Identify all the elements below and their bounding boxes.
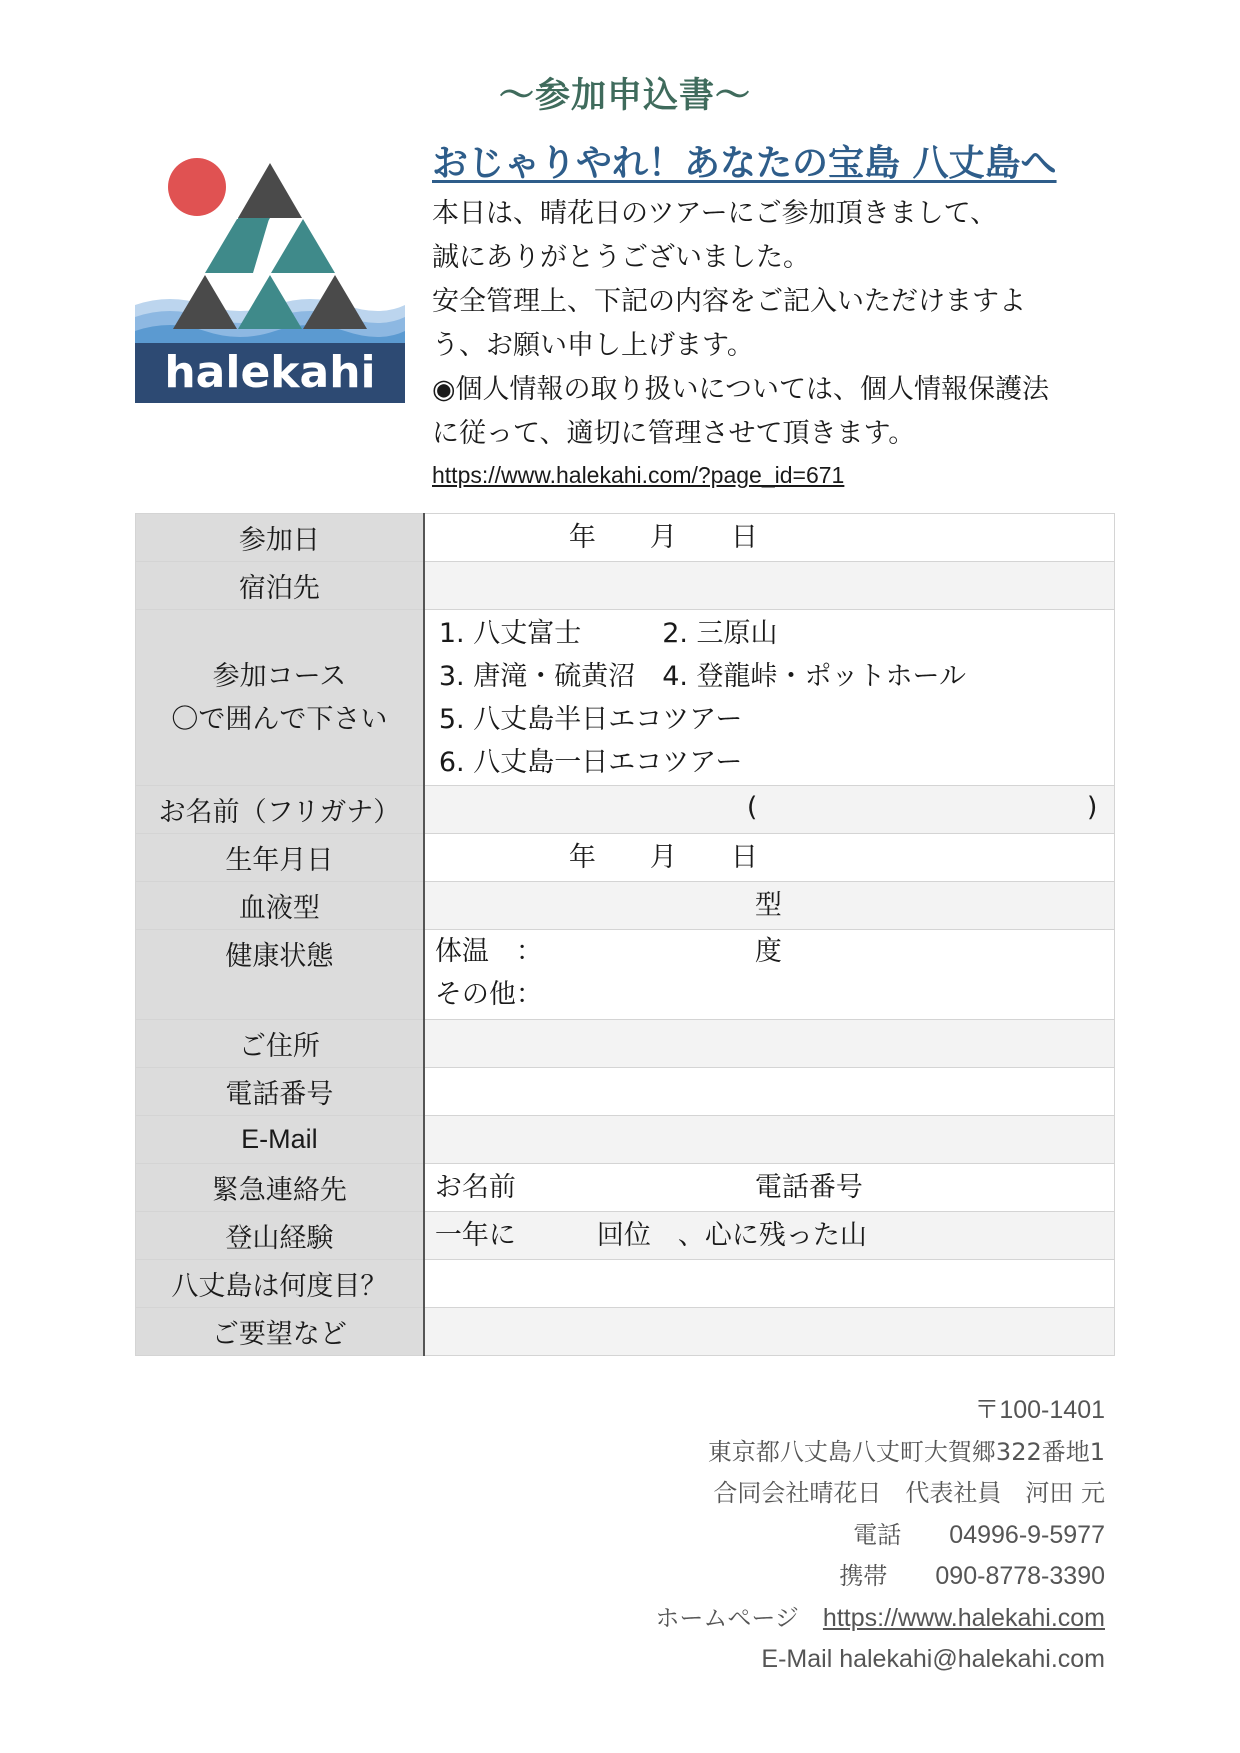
email-field[interactable] <box>424 1116 1115 1164</box>
health-label: 健康状態 <box>136 930 424 1020</box>
intro-line: 安全管理上、下記の内容をご記入いただけますよ <box>432 286 1026 317</box>
birthdate-field[interactable] <box>424 834 1115 882</box>
telephone-line <box>655 1515 1105 1557</box>
intro-line: 本日は、晴花日のツアーにご参加頂きまして、 <box>432 198 998 229</box>
contact-email: E-Mail halekahi@halekahi.com <box>761 1645 1105 1673</box>
halekahi-logo <box>135 155 405 403</box>
course-option[interactable]: 1. 八丈富士 2. 三原山 <box>438 617 778 649</box>
furigana-open-paren: ( <box>746 791 758 823</box>
course-options[interactable] <box>424 610 1115 786</box>
blood-type-suffix: 型 <box>754 890 782 921</box>
homepage-label: ホームページ <box>655 1603 799 1632</box>
birthdate-field-text: 年 月 日 <box>568 842 758 873</box>
mobile-label: 携帯 <box>839 1562 888 1590</box>
accommodation-field[interactable] <box>424 562 1115 610</box>
intro-line: 誠にありがとうございました。 <box>432 242 810 273</box>
mobile-number: 090-8778-3390 <box>935 1562 1105 1590</box>
postal-code: 〒100-1401 <box>974 1396 1105 1424</box>
accommodation-label: 宿泊先 <box>136 562 424 610</box>
course-option[interactable]: 5. 八丈島半日エコツアー <box>438 703 743 735</box>
email-label: E-Mail <box>136 1116 424 1164</box>
requests-label: ご要望など <box>136 1308 424 1356</box>
climbing-experience-text: 一年に 回位 、心に残った山 <box>434 1220 867 1251</box>
company-name: 合同会社晴花日 代表社員 河田 元 <box>713 1479 1105 1507</box>
address-field[interactable] <box>424 1020 1115 1068</box>
course-label <box>136 610 424 786</box>
company-contact-block <box>655 1390 1105 1681</box>
blood-type-label: 血液型 <box>136 882 424 930</box>
name-field[interactable] <box>424 786 1115 834</box>
intro-section <box>432 135 1132 489</box>
sun-icon <box>168 158 226 216</box>
birthdate-label: 生年月日 <box>136 834 424 882</box>
name-label: お名前（フリガナ） <box>136 786 424 834</box>
mobile-line <box>655 1556 1105 1598</box>
phone-field[interactable] <box>424 1068 1115 1116</box>
furigana-close-paren: ) <box>1086 791 1098 823</box>
visit-count-label: 八丈島は何度目？ <box>136 1260 424 1308</box>
health-other-label: その他： <box>434 979 543 1010</box>
date-label: 参加日 <box>136 514 424 562</box>
address-label: ご住所 <box>136 1020 424 1068</box>
temperature-label: 体温 ： <box>434 936 543 967</box>
intro-line: ◉個人情報の取り扱いについては、個人情報保護法 <box>432 374 1050 405</box>
course-option[interactable]: 6. 八丈島一日エコツアー <box>438 746 743 778</box>
emergency-name-label: お名前 <box>434 1172 516 1203</box>
course-option[interactable]: 3. 唐滝・硫黄沼 4. 登龍峠・ポットホール <box>438 660 967 692</box>
emergency-contact-field[interactable] <box>424 1164 1115 1212</box>
intro-line: に従って、適切に管理させて頂きます。 <box>432 418 916 449</box>
phone-label: 電話番号 <box>136 1068 424 1116</box>
course-label-title: 参加コース <box>212 660 347 692</box>
homepage-line <box>655 1598 1105 1640</box>
telephone-label: 電話 <box>853 1520 902 1549</box>
climbing-experience-label: 登山経験 <box>136 1212 424 1260</box>
course-label-instruction: 〇で囲んで下さい <box>171 703 388 735</box>
logo-wordmark: halekahi <box>164 347 376 398</box>
form-heading: 〜参加申込書〜 <box>498 76 751 116</box>
company-address: 東京都八丈島八丈町大賀郷322番地1 <box>707 1437 1105 1466</box>
homepage-link[interactable]: https://www.halekahi.com <box>822 1603 1105 1632</box>
emergency-contact-label: 緊急連絡先 <box>136 1164 424 1212</box>
climbing-experience-field[interactable] <box>424 1212 1115 1260</box>
application-form-table <box>135 513 1115 1356</box>
temperature-unit: 度 <box>754 936 782 967</box>
blood-type-field[interactable] <box>424 882 1115 930</box>
requests-field[interactable] <box>424 1308 1115 1356</box>
date-field[interactable] <box>424 514 1115 562</box>
health-field[interactable] <box>424 930 1115 1020</box>
date-field-text: 年 月 日 <box>568 522 758 553</box>
visit-count-field[interactable] <box>424 1260 1115 1308</box>
privacy-policy-link[interactable]: https://www.halekahi.com/?page_id=671 <box>432 462 845 488</box>
emergency-phone-label: 電話番号 <box>754 1172 863 1203</box>
intro-line: う、お願い申し上げます。 <box>432 330 754 361</box>
telephone-number: 04996-9-5977 <box>949 1520 1105 1549</box>
intro-subtitle: おじゃりやれ！あなたの宝島 八丈島へ <box>432 143 1057 184</box>
